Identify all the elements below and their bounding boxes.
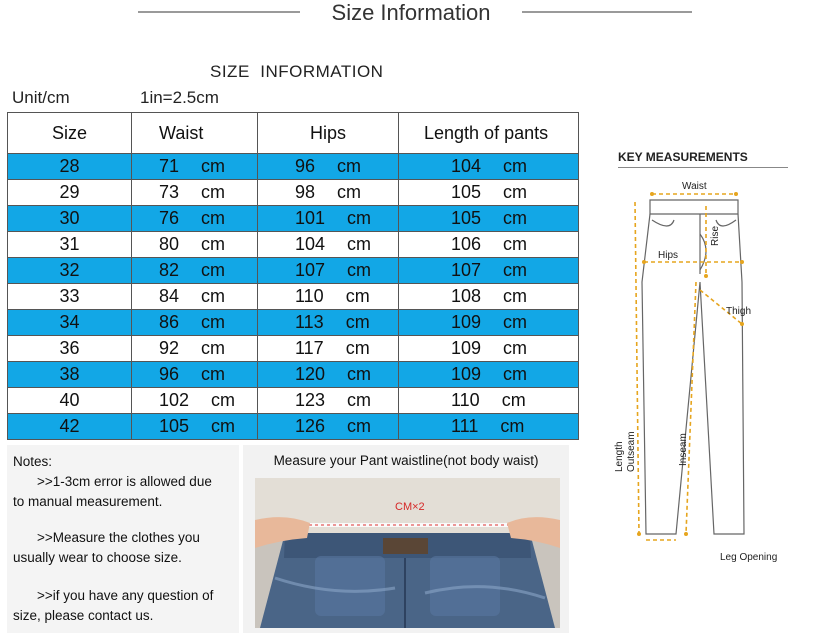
table-row (8, 336, 579, 362)
note-line: >>1-3cm error is allowed due (37, 474, 212, 489)
table-row (8, 414, 579, 440)
table-row (8, 258, 579, 284)
note-line: >>Measure the clothes you (37, 530, 200, 545)
cell-size: 36 (8, 336, 132, 362)
diagram-title: KEY MEASUREMENTS (618, 150, 748, 164)
table-row (8, 310, 579, 336)
diagram-title-underline (618, 167, 788, 168)
cell-waist: 84 cm (132, 284, 258, 310)
cell-size: 40 (8, 388, 132, 414)
cell-size: 31 (8, 232, 132, 258)
cell-waist: 73 cm (132, 180, 258, 206)
cell-hips: 98 cm (258, 180, 399, 206)
unit-label: Unit/cm (12, 88, 70, 107)
table-row (8, 154, 579, 180)
cell-waist: 92 cm (132, 336, 258, 362)
cell-size: 33 (8, 284, 132, 310)
cell-waist: 80 cm (132, 232, 258, 258)
cell-size: 30 (8, 206, 132, 232)
title-divider-left (138, 11, 300, 13)
cell-length: 107 cm (399, 258, 579, 284)
cell-hips: 107 cm (258, 258, 399, 284)
hips-label: Hips (658, 250, 679, 261)
cell-waist: 96 cm (132, 362, 258, 388)
cell-length: 109 cm (399, 310, 579, 336)
note-line: usually wear to choose size. (13, 550, 182, 565)
table-header-row (8, 113, 579, 154)
cell-hips: 96 cm (258, 154, 399, 180)
table-row (8, 180, 579, 206)
note-line: size, please contact us. (13, 608, 154, 623)
note-line: >>if you have any question of (37, 588, 214, 603)
tape-label: CM×2 (395, 501, 425, 513)
cell-waist: 105 cm (132, 414, 258, 440)
leg-opening-label: Leg Opening (720, 552, 778, 563)
cell-length: 106 cm (399, 232, 579, 258)
cell-waist: 102 cm (132, 388, 258, 414)
cell-length: 108 cm (399, 284, 579, 310)
table-row (8, 206, 579, 232)
table-heading: SIZE INFORMATION (210, 62, 384, 81)
pants-diagram (602, 172, 802, 572)
table-row (8, 388, 579, 414)
cell-hips: 120 cm (258, 362, 399, 388)
column-header-length: Length of pants (399, 113, 579, 154)
rise-label: Rise (710, 225, 721, 246)
measure-panel (243, 445, 569, 633)
cell-length: 104 cm (399, 154, 579, 180)
cell-size: 34 (8, 310, 132, 336)
notes-title: Notes: (13, 454, 53, 469)
page-title: Size Information (331, 0, 491, 25)
outseam-label: Outseam (626, 431, 637, 472)
cell-size: 28 (8, 154, 132, 180)
cell-hips: 110 cm (258, 284, 399, 310)
cell-hips: 101 cm (258, 206, 399, 232)
length-label: Length (614, 441, 625, 472)
column-header-waist: Waist (132, 113, 258, 154)
cell-length: 105 cm (399, 180, 579, 206)
measure-title: Measure your Pant waistline(not body waist) (273, 453, 539, 468)
cell-hips: 126 cm (258, 414, 399, 440)
conversion-label: 1in=2.5cm (140, 88, 219, 107)
size-table (7, 112, 579, 440)
table-row (8, 362, 579, 388)
inseam-label: Inseam (678, 433, 689, 466)
cell-length: 109 cm (399, 362, 579, 388)
cell-waist: 86 cm (132, 310, 258, 336)
cell-length: 111 cm (399, 414, 579, 440)
cell-waist: 71 cm (132, 154, 258, 180)
cell-size: 29 (8, 180, 132, 206)
cell-hips: 113 cm (258, 310, 399, 336)
cell-hips: 117 cm (258, 336, 399, 362)
cell-length: 109 cm (399, 336, 579, 362)
note-line: to manual measurement. (13, 494, 163, 509)
table-row (8, 232, 579, 258)
title-divider-right (522, 11, 692, 13)
waistline-photo (255, 478, 560, 628)
cell-waist: 76 cm (132, 206, 258, 232)
cell-hips: 104 cm (258, 232, 399, 258)
column-header-hips: Hips (258, 113, 399, 154)
cell-length: 110 cm (399, 388, 579, 414)
cell-size: 38 (8, 362, 132, 388)
cell-size: 32 (8, 258, 132, 284)
cell-size: 42 (8, 414, 132, 440)
notes-panel (7, 445, 239, 633)
cell-hips: 123 cm (258, 388, 399, 414)
thigh-label: Thigh (726, 306, 752, 317)
column-header-size: Size (8, 113, 132, 154)
waist-label: Waist (682, 181, 707, 192)
cell-length: 105 cm (399, 206, 579, 232)
cell-waist: 82 cm (132, 258, 258, 284)
table-row (8, 284, 579, 310)
